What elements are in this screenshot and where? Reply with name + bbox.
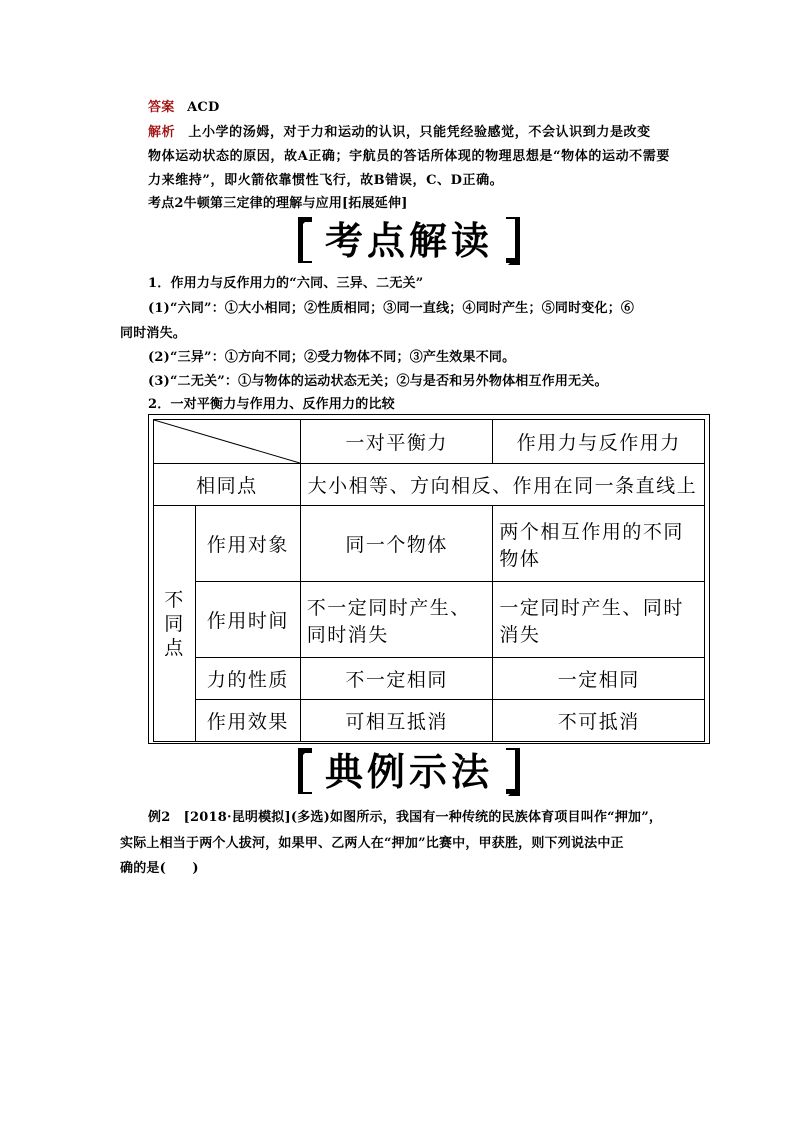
- table-header-row: [154, 420, 705, 464]
- row-label-nature: 力的性质: [195, 658, 300, 700]
- diagonal-line: [154, 420, 300, 463]
- table-row: [154, 506, 705, 582]
- section2-title: 2．一对平衡力与作用力、反作用力的比较: [148, 397, 395, 412]
- comparison-table: [153, 419, 705, 742]
- analysis-line-3: 力来维持”，即火箭依靠惯性飞行，故B错误，C、D正确。: [148, 173, 504, 188]
- banner-corner-mark: [508, 784, 520, 796]
- analysis-text-1: 上小学的汤姆，对于力和运动的认识，只能凭经验感觉，不会认识到力是改变: [188, 125, 651, 140]
- cell-action-effect: 不可抵消: [493, 700, 705, 742]
- section1-item1-line2: 同时消失。: [120, 326, 187, 341]
- different-label: [154, 506, 196, 742]
- answer-label: 答案: [148, 100, 175, 115]
- table-row: [154, 700, 705, 742]
- example-line-3: 确的是( ): [120, 861, 199, 876]
- cell-action-object: 两个相互作用的不同物体: [493, 506, 705, 582]
- section1-title: 1．作用力与反作用力的“六同、三异、二无关”: [148, 276, 424, 291]
- cell-balance-effect: 可相互抵消: [300, 700, 493, 742]
- row-label-object: 作用对象: [195, 506, 300, 582]
- row-label-effect: 作用效果: [195, 700, 300, 742]
- example-line-2: 实际上相当于两个人拔河，如果甲、乙两人在“押加”比赛中，甲获胜，则下列说法中正: [120, 836, 624, 851]
- banner-corner-mark: [508, 253, 520, 265]
- table-row: [154, 658, 705, 700]
- cell-action-nature: 一定相同: [493, 658, 705, 700]
- banner-kaodian-jiedu: [298, 217, 520, 265]
- section1-item1-line1: (1)“六同”：①大小相同；②性质相同；③同一直线；④同时产生；⑤同时变化；⑥: [148, 301, 635, 316]
- analysis-line-1: [148, 121, 651, 140]
- different-label-char: 同: [164, 612, 185, 635]
- banner-title: 典例示法: [324, 749, 493, 794]
- banner-title: 考点解读: [324, 218, 493, 263]
- cell-action-time: 一定同时产生、同时消失: [493, 582, 705, 658]
- same-label: 相同点: [154, 464, 301, 506]
- diagonal-header-cell: [154, 420, 301, 464]
- table-row: [154, 582, 705, 658]
- different-label-char: 点: [164, 636, 185, 659]
- section1-item3: (3)“二无关”：①与物体的运动状态无关；②与是否和另外物体相互作用无关。: [148, 374, 608, 389]
- answer-value: ACD: [187, 100, 220, 115]
- analysis-label: 解析: [148, 125, 176, 140]
- cell-balance-time: 不一定同时产生、同时消失: [300, 582, 493, 658]
- example-line-1: 例2 [2018·昆明模拟](多选)如图所示，我国有一种传统的民族体育项目叫作“押加”，: [148, 810, 663, 825]
- topic-heading: 考点2牛顿第三定律的理解与应用[拓展延伸]: [148, 196, 408, 211]
- section1-item2: (2)“三异”：①方向不同；②受力物体不同；③产生效果不同。: [148, 350, 516, 365]
- table-row-same: [154, 464, 705, 506]
- cell-balance-object: 同一个物体: [300, 506, 493, 582]
- header-action-reaction: 作用力与反作用力: [493, 420, 705, 464]
- different-label-char: 不: [164, 588, 185, 611]
- cell-balance-nature: 不一定相同: [300, 658, 493, 700]
- comparison-table-frame: [148, 414, 710, 744]
- banner-dianli-shifa: [298, 748, 520, 796]
- same-value: 大小相等、方向相反、作用在同一条直线上: [300, 464, 704, 506]
- header-balance-forces: 一对平衡力: [300, 420, 493, 464]
- analysis-line-2: 物体运动状态的原因，故A正确；宇航员的答话所体现的物理思想是“物体的运动不需要: [148, 149, 670, 164]
- answer-line: [148, 96, 219, 115]
- row-label-time: 作用时间: [195, 582, 300, 658]
